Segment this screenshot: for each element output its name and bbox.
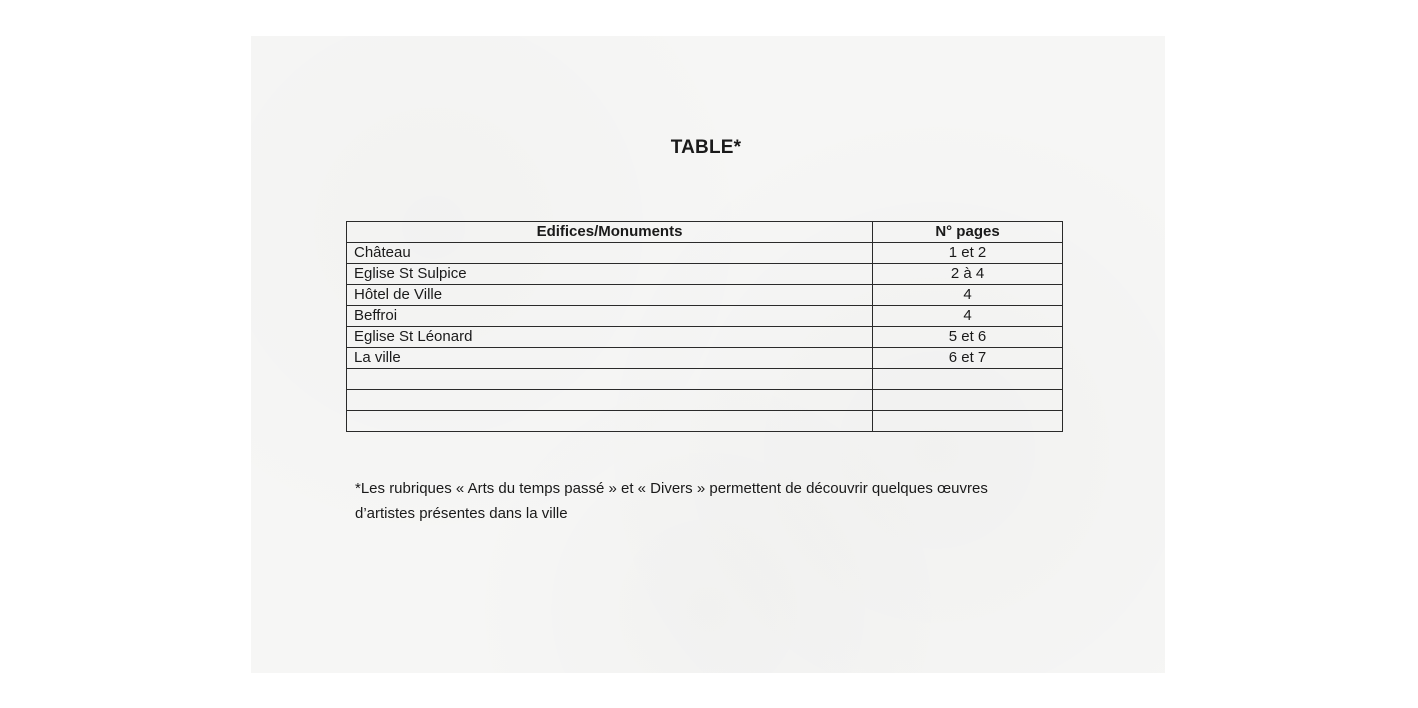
table-row-empty <box>347 411 1063 432</box>
page-title: TABLE* <box>670 137 742 158</box>
row-name: Eglise St Sulpice <box>347 264 873 285</box>
footnote <box>355 476 1075 526</box>
row-pages: 5 et 6 <box>873 327 1063 348</box>
row-name <box>347 369 873 390</box>
table-row <box>347 264 1063 285</box>
contents-table <box>346 221 1063 432</box>
row-pages: 6 et 7 <box>873 348 1063 369</box>
row-pages <box>873 390 1063 411</box>
row-pages: 1 et 2 <box>873 243 1063 264</box>
table-row-empty <box>347 369 1063 390</box>
row-name <box>347 411 873 432</box>
row-name <box>347 390 873 411</box>
row-name: Eglise St Léonard <box>347 327 873 348</box>
document-page <box>251 36 1165 673</box>
row-name: Hôtel de Ville <box>347 285 873 306</box>
header-pages: N° pages <box>873 222 1063 243</box>
row-name: Beffroi <box>347 306 873 327</box>
row-pages: 4 <box>873 285 1063 306</box>
row-name: Château <box>347 243 873 264</box>
footnote-line-2: d’artistes présentes dans la ville <box>355 505 568 522</box>
table-row <box>347 306 1063 327</box>
row-pages: 2 à 4 <box>873 264 1063 285</box>
row-pages <box>873 369 1063 390</box>
table-row <box>347 285 1063 306</box>
row-name: La ville <box>347 348 873 369</box>
row-pages <box>873 411 1063 432</box>
row-pages: 4 <box>873 306 1063 327</box>
table-row-empty <box>347 390 1063 411</box>
table-row <box>347 327 1063 348</box>
table-row <box>347 348 1063 369</box>
table-row <box>347 243 1063 264</box>
header-monuments: Edifices/Monuments <box>347 222 873 243</box>
footnote-line-1: *Les rubriques « Arts du temps passé » et « Divers » permettent de découvrir quelques œuvres <box>355 480 988 497</box>
table-header-row <box>347 222 1063 243</box>
